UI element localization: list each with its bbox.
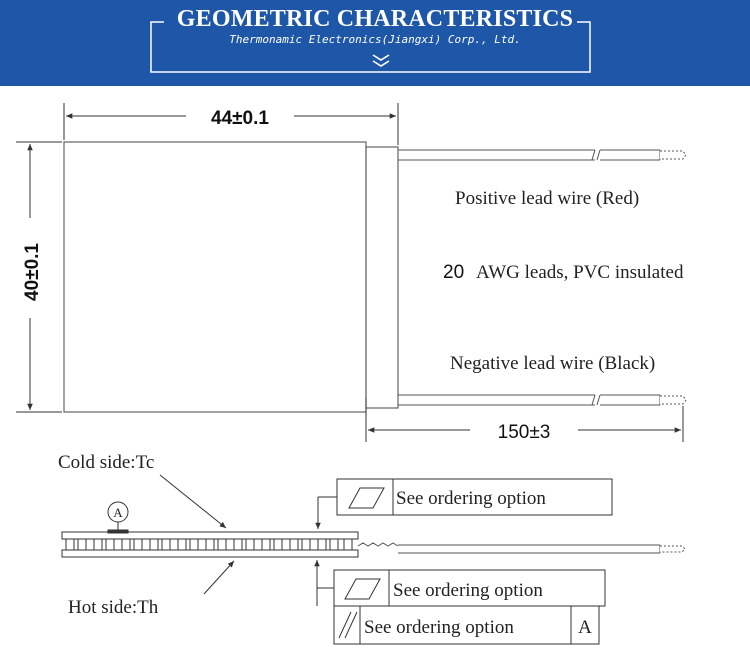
parallelism-label: See ordering option	[364, 617, 514, 638]
awg-leads-label: AWG leads, PVC insulated	[476, 262, 684, 283]
header-subtitle: Thermonamic Electronics(Jiangxi) Corp., Ltd.	[229, 33, 521, 46]
header-frame	[151, 22, 590, 72]
positive-lead-label: Positive lead wire (Red)	[455, 188, 640, 209]
cold-side-label: Cold side:Tc	[58, 452, 155, 473]
flatness-top-label: See ordering option	[396, 488, 546, 509]
negative-lead-wire	[398, 395, 686, 405]
module-top-view	[64, 142, 398, 412]
datum-a-label: A	[113, 505, 123, 520]
flatness-leader-top	[318, 497, 337, 529]
side-lead-wire	[398, 545, 685, 553]
positive-lead-wire	[398, 150, 686, 160]
module-side-view	[62, 532, 398, 557]
awg-number: 20	[443, 262, 465, 283]
width-dimension-label: 44±0.1	[211, 108, 269, 129]
cold-side-leader	[160, 475, 226, 528]
hot-side-leader	[204, 561, 234, 594]
header-title: GEOMETRIC CHARACTERISTICS	[176, 6, 574, 32]
flatness-bottom-label: See ordering option	[393, 580, 543, 601]
parallelism-datum-label: A	[578, 617, 592, 638]
lead-length-label: 150±3	[497, 422, 551, 443]
flatness-leader-bottom	[317, 560, 334, 606]
height-dimension-label: 40±0.1	[22, 243, 43, 301]
pellet-row	[66, 539, 352, 550]
hot-side-label: Hot side:Th	[68, 597, 159, 618]
double-chevron-down-icon	[373, 55, 389, 66]
negative-lead-label: Negative lead wire (Black)	[450, 353, 656, 374]
